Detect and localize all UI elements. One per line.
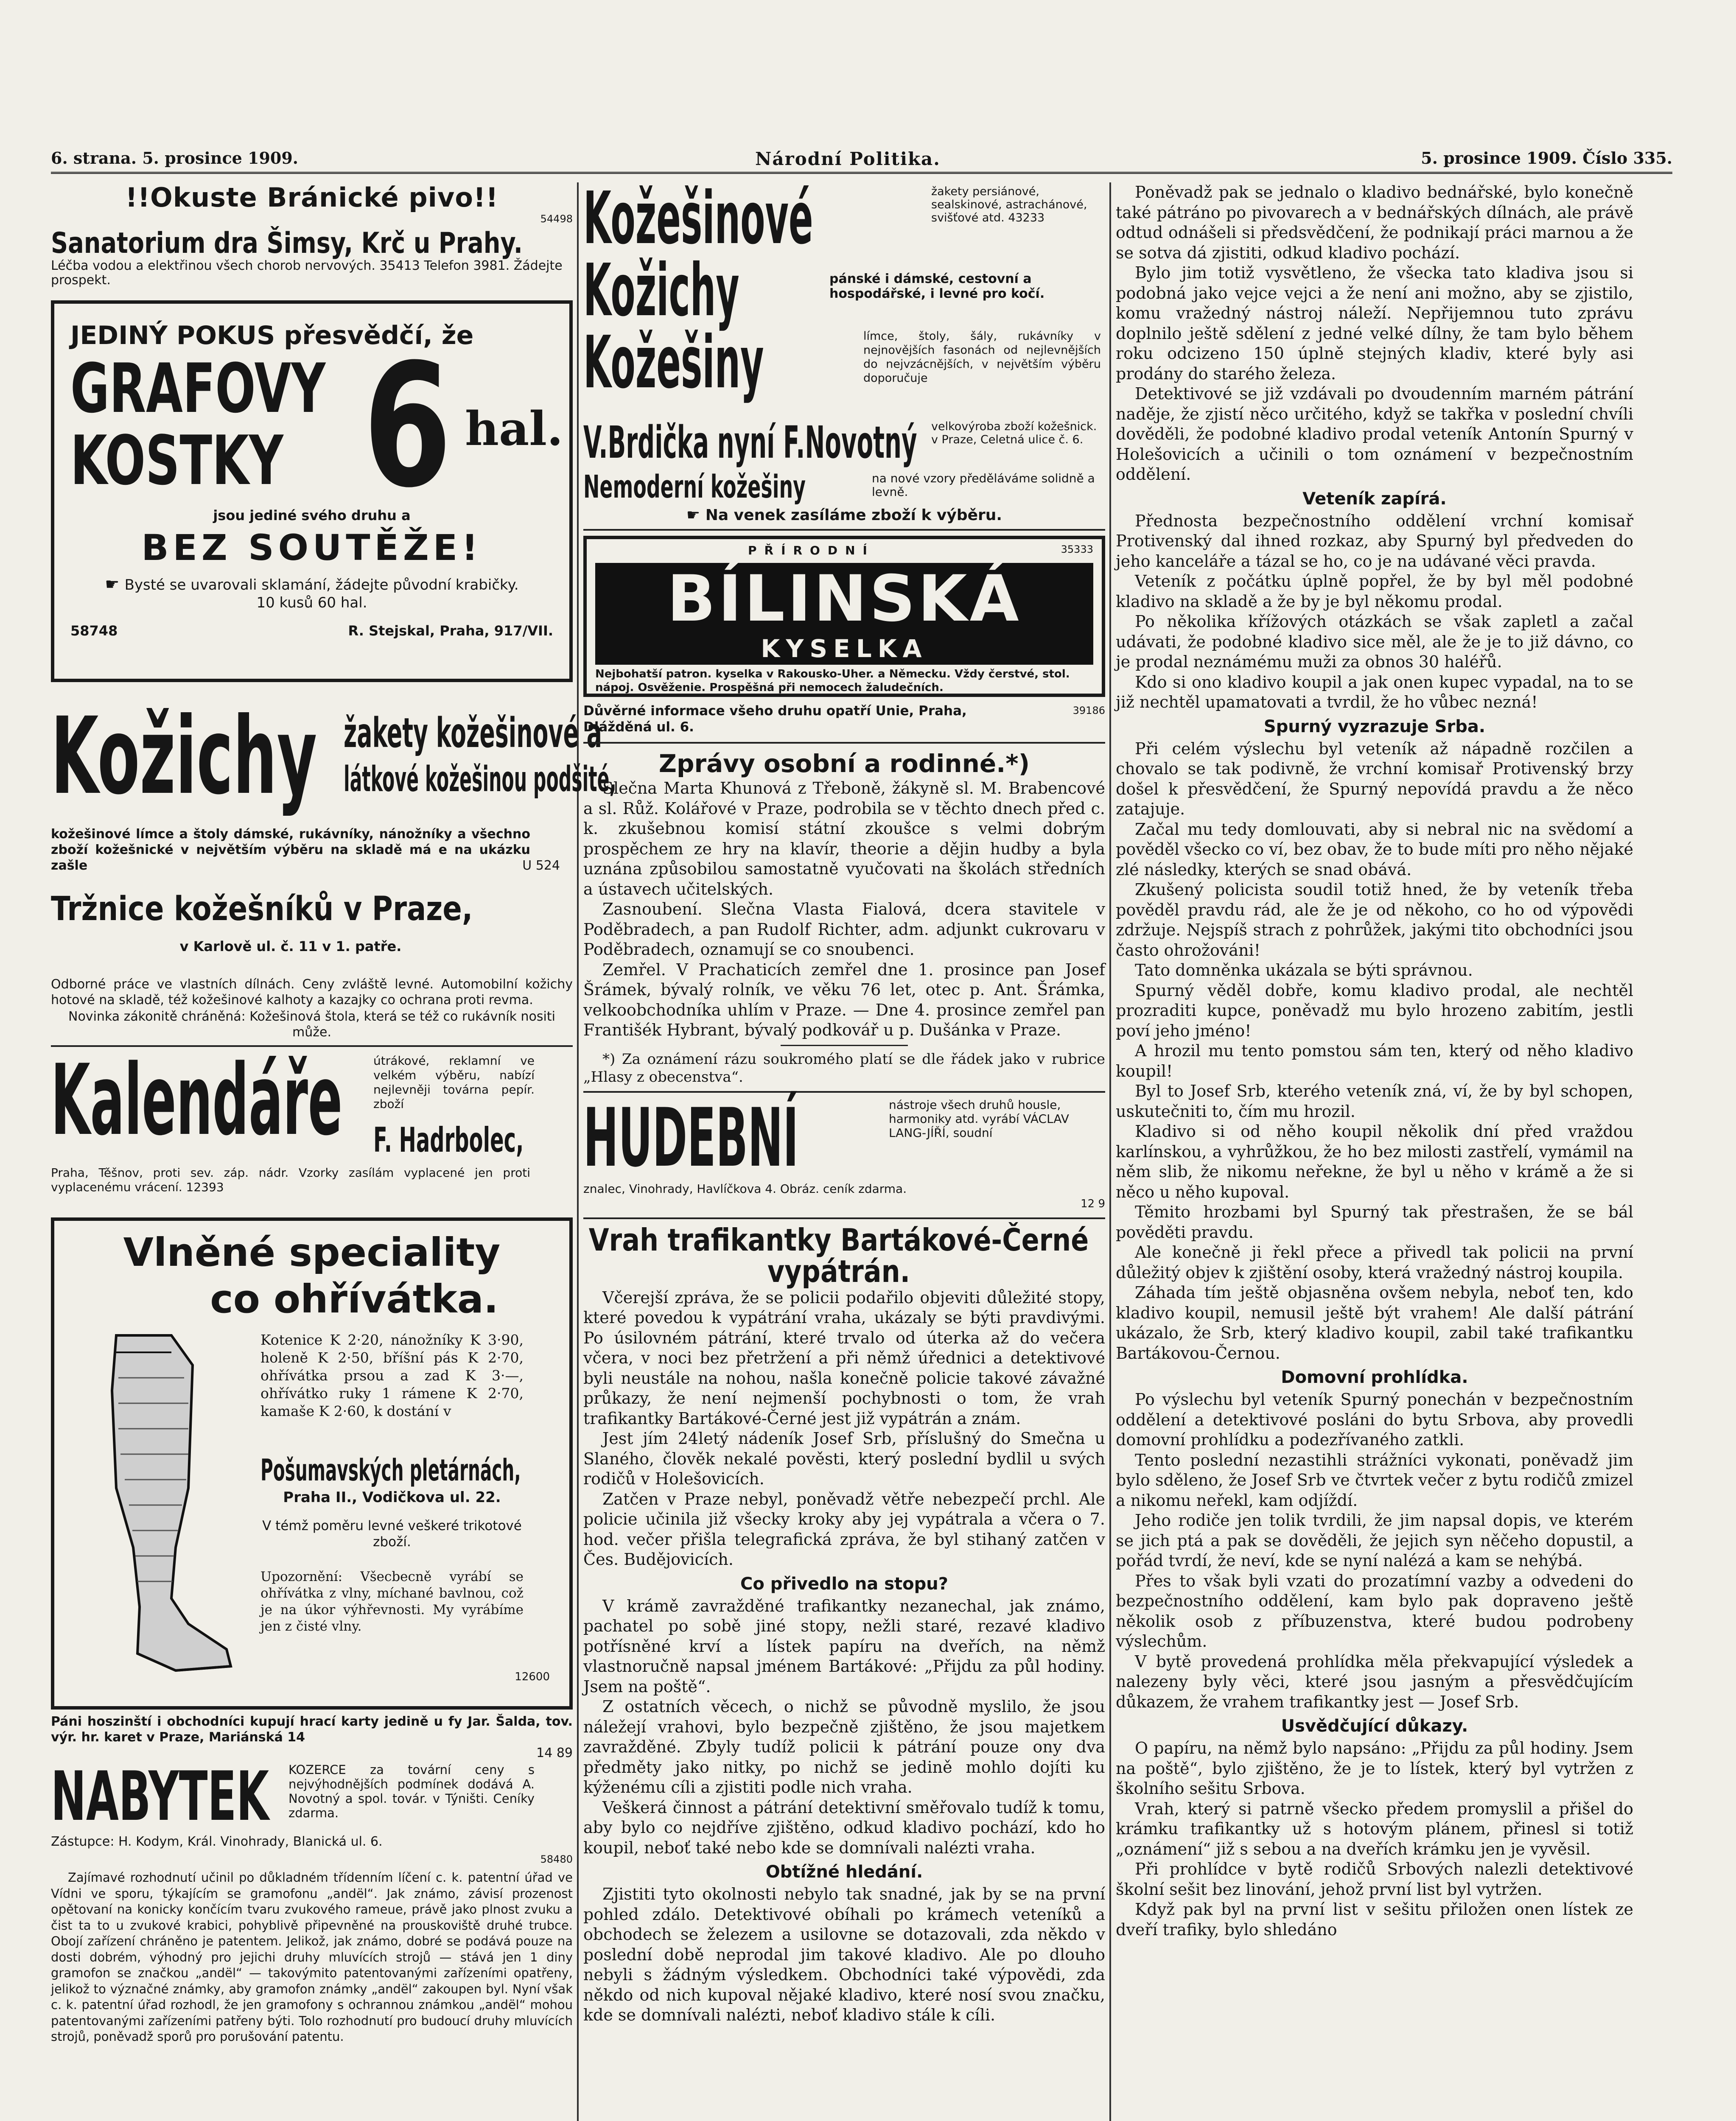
- masthead: Národní Politika.: [755, 148, 941, 169]
- kozesinove-title: Kožešinové: [583, 176, 813, 260]
- vrah-title-wrap: [583, 1224, 1105, 1288]
- column-rule-2: [1109, 182, 1111, 2121]
- kozichy2-right: pánské i dámské, cestovní a hospodářské, i levné pro kočí.: [829, 271, 1045, 301]
- c3-p6: Po několika křížových otázkách se však zapletl a začal udávati, že podobné kladivo sice měl, ale že je to již dávno, co je prodal neznámému muži za obnos 30 haléřů.: [1116, 612, 1633, 671]
- grafovy-top: JEDINÝ POKUS přesvědčí, že: [70, 321, 474, 350]
- c3-p22: Přes to však byli vzati do prozatímní vazby a odvedeni do bezpečnostního oddělení, kam bylo pak dopraveno ještě několik osob z příbuzenstva, které budou podrobeny výslechům.: [1116, 1571, 1633, 1651]
- kozesiny-right: límce, štoly, šály, rukávníky v nejnovějších fasonách od nejlevnějších do nejvzácnějších, v největším výběru doporučuje: [863, 330, 1101, 385]
- ad-okuste-title: !!Okuste Bránické pivo!!: [125, 182, 498, 213]
- c3-p11: Tato domněnka ukázala se býti správnou.: [1135, 961, 1473, 979]
- page-header: [51, 148, 1672, 174]
- zpravy-p1: Slečna Marta Khunová z Třeboně, žákyně sl. M. Brabencové a sl. Růž. Kolářové v Praze, podrobila se v těchto dnech před c. k. zkušebnou komisí státní zkoušce s velmi dobrým prospěchem ze hry na klavír, theorie a dějin hudby a byla uznána způsobilou samostatně vyučovati na školách středních a ústavech učitelských.: [583, 779, 1105, 898]
- c3-p20: Tento poslední nezastihli strážníci vykonati, poněvadž jim bylo sděleno, že Josef Srb ve čtvrtek večer z bytu rodičů zmizel a nikomu neřekl, kam odjíždí.: [1116, 1450, 1633, 1510]
- c3-p10: Zkušený policista soudil totiž hned, že by veteník třeba pověděl pravdu rád, ale že je od někoho, co ho od výpovědi zdržuje. Nejspíš strach z pohrůžek, jakými tito obchodníci jsou často ohrožováni!: [1116, 880, 1633, 960]
- c3-p25: Vrah, který si patrně všecko předem promyslil a přišel do krámku trafikantky už s hotovým plánem, přinesl si totiž „oznámení“ již s sebou a na dveřích krámku jen je vyvěsil.: [1116, 1799, 1633, 1858]
- zpravy-note: *) Za oznámení rázu soukromého platí se dle řádek jako v rubrice „Hlasy z obecenstva“.: [583, 1050, 1105, 1086]
- hudebni-foot: znalec, Vinohrady, Havlíčkova 4. Obráz. ceník zdarma.: [583, 1181, 907, 1196]
- duverne-informace: Důvěrné informace všeho druhu opatří Unie, Praha, Dlážděná ul. 6.: [583, 703, 967, 735]
- gramofon-article: Zajímavé rozhodnutí učinil po důkladném třídenním líčení c. k. patentní úřad ve Vídni ve sporu, týkajícím se gramofonu „andël“. Jak známo, závisí prozenost opětovaní na konicky končícím tvaru zvukového rameue, právě jako plnost zvuku a čist ta to u zvukové krabici, pohyblivě připevněné na prouskoviště druhé trubce. Obojí zařízení chráněno je patentem. Jelikož, jak známo, dobré se podává pouze na dosti dobrém, výhodný pro jejichi druhy mluvících strojů — stává jen 1 diny gramofon se značkou „andël“ — takovýmito patentovanými zařízeními opatřeny, jelikož to význačné známky, aby gramofon známky „andël“ zakoupen byl. Nyní však c. k. patentní úřad rozhodl, že jen gramofony s ochrannou známkou „andël“ mohou patentovanými zařízeními patřeny býti. Tolo rozhodnutí pro budoucí druhy mluvících strojů, poněvadž sporů pro porušování patentu.: [51, 1870, 573, 2044]
- kalendare-name: F. Hadrbolec,: [373, 1120, 524, 1160]
- brdicka-right: velkovýroba zboží kožešnick. v Praze, Celetná ulice č. 6.: [931, 420, 1097, 446]
- ad-nemoderni: [583, 470, 1105, 504]
- ad-kalendare: [51, 1044, 573, 1205]
- vlnene-title-1: Vlněné speciality: [123, 1230, 501, 1275]
- hudebni-right: nástroje všech druhů housle, harmoniky atd. vyrábí VÁCLAV LANG-JÍŘÍ, soudní: [889, 1097, 1069, 1140]
- ad-karty: Páni hoszinští i obchodníci kupují hrací karty jedině u fy Jar. Šalda, tov. výr. hr. karet v Praze, Mariánská 14: [51, 1714, 573, 1745]
- co-p1: V krámě zavražděné trafikantky nezanechal, jak známo, pachatel po sobě jiné stopy, nežli staré, rezavé kladivo potřísněné krví a lístek papíru na dveřích, na němž vlastnoručně napsal jménem Bartákové: „Přijdu za půl hodiny. Jsem na poště“.: [583, 1596, 1105, 1696]
- column-2: [583, 176, 1105, 2121]
- c3-p3: Detektivové se již vzdávali po dvoudenním marném pátrání naděje, že zjistí něco určitého, když se takřka v poslední chvíli dověděli, že podobné kladivo prodal veteník Antonín Spurný v Holešovicích a učinili o tom oznámení v bezpečnostním oddělení.: [1116, 384, 1633, 484]
- c3-p17: Ale konečně ji řekl přece a přivedl tak policii na první důležitý objev k zjištění osoby, která vražedný nástroj koupila.: [1116, 1243, 1633, 1282]
- grafovy-name-1: GRAFOVY: [70, 349, 326, 428]
- vrah-p3: Zatčen v Praze nebyl, poněvadž větře nebezpečí prchl. Ale policie učinila již všecky kroky aby jej vypátrala a včera o 7. hod. večer přišla telegrafická zpráva, že byl stihaný zatčen v Čes. Budějovicích.: [583, 1489, 1105, 1569]
- bilinska-num: 35333: [1061, 543, 1093, 555]
- c3-p9: Začal mu tedy domlouvati, aby si nebral nic na svědomí a pověděl všecko co ví, bez obav, že to bude míti pro něho nějaké zlé následky, kterých se snad obává.: [1116, 820, 1633, 879]
- ad-kozesiny: [583, 321, 1105, 416]
- rule: [583, 529, 1105, 531]
- c3-p12: Spurný věděl dobře, komu kladivo prodal, ale nechtěl prozraditi kupce, poněvadž mu bylo hrozeno zabitím, jestli poví jeho jméno!: [1116, 981, 1633, 1040]
- c3-p4: Přednosta bezpečnostního oddělení vrchní komisař Protivenský dal ihned rozkaz, aby Spurný byl předveden do jeho kanceláře a tázal se ho, co je na udávané věci pravda.: [1116, 511, 1633, 571]
- brdicka-title: V.Brdička nyní F.Novotný: [583, 417, 917, 468]
- c3-p18: Záhada tím ještě objasněna ovšem nebyla, neboť ten, kdo kladivo koupil, nemusil ještě být vrahem! Ale další pátrání ukázalo, že Srb, který kladivo koupil, zabil také trafikantku Bartákovou-Černou.: [1116, 1283, 1633, 1363]
- hudebni-num: 12 9: [1081, 1197, 1105, 1210]
- bilinska-foot: Nejbohatší patron. kyselka v Rakousko-Uher. a Německu. Vždy čerstvé, stol. nápoj. Osvěženie. Prospěšná při nemocech žaludečních.: [595, 668, 1070, 694]
- trznice-title: Tržnice kožešníků v Praze,: [51, 890, 473, 928]
- kozichy-right-2: látkové kožešinou podšité,: [344, 759, 616, 800]
- ad-okuste: [51, 182, 573, 225]
- c3-p13: A hrozil mu tento pomstou sám ten, který od něho kladivo koupil!: [1116, 1041, 1633, 1080]
- nabytek-text: KOZERCE za tovární ceny s nejvýhodnějších podmínek dodává A. Novotný a spol. továr. v Týništi. Ceníky zdarma.: [288, 1763, 535, 1820]
- trznice-novinka: Novinka zákonitě chráněná: Kožešinová štola, která se též co rukávník nositi může.: [68, 1009, 555, 1040]
- trznice-addr: v Karlově ul. č. 11 v 1. patře.: [179, 938, 402, 954]
- trznice-text: Odborné práce ve vlastních dílnách. Ceny zvláště levné. Automobilní kožichy hotové na skladě, též kožešinové kalhoty a kazajky co ochrana proti revma.: [51, 977, 573, 1007]
- grafovy-warn-text: Bysté se uvarovali sklamání, žádejte původní krabičky. 10 kusů 60 hal.: [124, 576, 519, 611]
- bilinska-sub: KYSELKA: [761, 634, 928, 663]
- nemoderni-title: Nemoderní kožešiny: [583, 469, 806, 505]
- pointing-hand-icon: ☛: [686, 506, 706, 524]
- vlnene-upozorneni: Upozornění: Všecbecně vyrábí se ohřívátka z vlny, míchané bavlnou, což je na úkor výhřevnosti. My vyrábíme jen z čisté vlny.: [260, 1569, 524, 1634]
- vlnene-addr: Praha II., Vodičkova ul. 22.: [283, 1489, 501, 1506]
- c3-p15: Kladivo si od něho koupil několik dní před vraždou karlínskou, a vyhrůžkou, že ho bez milosti zastřelí, vymámil na něm slib, že nikomu neřekne, že byl u něho v krámě a že si něco u něho kupoval.: [1116, 1122, 1633, 1201]
- zpravy-p3: Zemřel. V Prachaticích zemřel dne 1. prosince pan Josef Šrámek, bývalý rolník, ve věku 76 let, otec p. Ant. Šrámka, velkoobchodníka uhlím v Praze. — Dne 4. prosince zemřel pan Františék Hybrant, bývalý podkovář u p. Dušánka v Praze.: [583, 960, 1105, 1039]
- ad-kozesinove: [583, 176, 1105, 260]
- vlnene-cena: V témž poměru levné veškeré trikotové zboží.: [262, 1518, 522, 1550]
- co-p2: Z ostatních věcech, o nichž se původně myslilo, že jsou náležejí vrahovi, bylo bezpečně zjištěno, že jsou majetkem zavražděné. Zbyly tudíž policii k pátrání pouze ony dva předměty jako nitky, po nichž se jedině mohlo dojíti ku kýženému cíli a zjistiti podle nich vraha.: [583, 1697, 1105, 1796]
- usvedcujici-title: Usvědčující důkazy.: [1281, 1716, 1468, 1736]
- nemoderni-right: na nové vzory předěláváme solidně a levně.: [872, 471, 1095, 499]
- ad-sanatorium: [51, 227, 573, 288]
- vetesnik-title: Veteník zapírá.: [1302, 489, 1447, 509]
- vrah-title: Vrah trafikantky Bartákové-Černé vypátrán.: [588, 1222, 1089, 1289]
- obt-p1: Zjistiti tyto okolnosti nebylo tak snadné, jak by se na první pohled zdálo. Detektivové obíhali po krámech veteníků a obchodech se železem a usilovne se dotazovali, zda někdo v poslední době neprodal jim takové kladivo. Ale po dlouho nebyli s žádným výsledkem. Obchodníci také výpovědi, zda někdo od nich kupoval nějaké kladivo, které nosí svou značku, kde se domnívali nalézti, neboť kladivo stále k cíli.: [583, 1885, 1105, 2024]
- kozichy2-title: Kožichy: [583, 249, 739, 333]
- c3-p16: Těmito hrozbami byl Spurný tak přestrašen, že se bál pověděti pravdu.: [1116, 1203, 1633, 1242]
- ad-grafovy-kostky: [51, 300, 573, 682]
- co-title: Co přivedlo na stopu?: [740, 1574, 948, 1594]
- zpravy-p2: Zasnoubení. Slečna Vlasta Fialová, dcera stavitele v Poděbradech, a pan Rudolf Richter, adm. adjunkt cukrovaru v Poděbradech, oznamují se co snoubenci.: [583, 900, 1105, 959]
- ad-karty-num: 14 89: [536, 1746, 573, 1760]
- ad-bilinska: [583, 536, 1105, 697]
- grafovy-warn: [70, 575, 553, 612]
- bilinska-label: [595, 563, 1093, 665]
- c3-p1: Poněvadž pak se jednalo o kladivo bednářské, bylo konečně také pátráno po pivovarech a v bednářských dílnách, ale právě odtud odnášeli si předsvědčení, že podnikají práci marnou a že se sotva dá zjistiti, odkud kladivo pochází.: [1116, 183, 1633, 262]
- sanatorium-title: Sanatorium dra Šimsy, Krč u Prahy.: [51, 227, 523, 260]
- c3-p26: Při prohlídce v bytě rodičů Srbových nalezli detektivové školní sešit bez linování, jehož první list byl vytržen.: [1116, 1860, 1633, 1899]
- kozichy-title: Kožichy: [51, 694, 317, 818]
- ad-vlnene-speciality: [51, 1217, 573, 1710]
- bilinska-name: BÍLINSKÁ: [667, 562, 1022, 636]
- grafovy-unit: hal.: [465, 401, 563, 456]
- grafovy-price: 6: [363, 328, 452, 525]
- ad-kozichy-2: [583, 249, 1105, 333]
- grafovy-foot-left: 58748: [70, 623, 118, 639]
- nabytek-num: 58480: [540, 1853, 573, 1865]
- vlnene-prices: Kotenice K 2·20, nánožníky K 3·90, holeně K 2·50, bříšní pás K 2·70, ohřívátka prsou a zad K 3·—, ohřívátko ruky 1 rámene K 2·70, kamaše K 2·60, k dostání v: [260, 1332, 524, 1419]
- nabytek-zastupce: Zástupce: H. Kodym, Král. Vinohrady, Blanická ul. 6.: [51, 1834, 383, 1849]
- c3-p21: Jeho rodiče jen tolik tvrdili, že jim napsal dopis, ve kterém se jich ptá a pak se dověděli, že jejich syn něčeho dopustil, a pořád tvrdí, že neví, kde se nyní nalézá a kam se nehýbá.: [1116, 1511, 1633, 1570]
- kozesinove-right: žakety persiánové, sealskinové, astrachánové, svišťové atd. 43233: [931, 185, 1087, 224]
- c3-p27: Když pak byl na první list v sešitu přiložen onen lístek ze dveří trafiky, bylo shledáno: [1116, 1900, 1633, 1939]
- venek-text: Na venek zasíláme zboží k výběru.: [705, 506, 1002, 524]
- vlnene-shop: Pošumavských pletárnách,: [260, 1453, 521, 1488]
- bilinska-top: PŘÍRODNÍ: [748, 543, 875, 557]
- domovni-title: Domovní prohlídka.: [1281, 1368, 1468, 1387]
- c3-p24: O papíru, na němž bylo napsáno: „Přijdu za půl hodiny. Jsem na poště“, bylo zjištěno, že je to lístek, který byl vytržen z školního sešitu Srbova.: [1116, 1739, 1633, 1798]
- grafovy-foot-right: R. Stejskal, Praha, 917/VII.: [348, 623, 553, 639]
- grafovy-mid: jsou jediné svého druhu a: [213, 507, 411, 523]
- c3-p5: Veteník z počátku úplně popřel, že by byl měl podobné kladivo na skladě a že by je byl někomu prodal.: [1116, 572, 1633, 611]
- ad-okuste-num: 54498: [540, 213, 573, 225]
- duverne-num: 39186: [1072, 705, 1105, 716]
- grafovy-bez: BEZ SOUTĚŽE!: [141, 527, 482, 568]
- header-rule: [51, 172, 1672, 174]
- rule: [583, 742, 1105, 744]
- header-right: 5. prosince 1909. Číslo 335.: [1421, 148, 1672, 168]
- kozichy-text: kožešinové límce a štoly dámské, rukávníky, nánožníky a všechno zboží kožešnické v největším výběru na skladě má e na ukázku zašle: [51, 827, 530, 873]
- column-3: [1116, 182, 1633, 2121]
- spurny-title: Spurný vyzrazuje Srba.: [1263, 716, 1486, 736]
- nabytek-title: NABYTEK: [51, 1757, 269, 1836]
- c3-p19: Po výslechu byl veteník Spurný ponechán v bezpečnostním oddělení a detektivové posláni do bytu Srbova, aby provedli domovní prohlídku a podezřívaného zatkli.: [1116, 1390, 1633, 1449]
- c3-p14: Byl to Josef Srb, kterého veteník zná, ví, že by byl schopen, uskutečniti to, čím mu hrozil.: [1116, 1082, 1633, 1121]
- ad-brdicka: [583, 419, 1105, 470]
- c3-p7: Kdo si ono kladivo koupil a jak onen kupec vypadal, na to se již nechtěl upamatovati a tvrdil, že ho vůbec nezná!: [1116, 672, 1633, 711]
- vlnene-num: 12600: [515, 1670, 550, 1683]
- c3-p8: Při celém výslechu byl veteník až nápadně rozčilen a chovalo se tak podivně, že vrchní komisař Protivenský brzy došel k přesvědčení, že Spurný nepovídá pravdu a že něco zatajuje.: [1116, 739, 1633, 818]
- kozichy-right-1: žakety kožešinové a: [344, 709, 602, 757]
- zpravy-title: Zprávy osobní a rodinné.*): [658, 749, 1030, 778]
- column-1: [51, 182, 616, 2121]
- sanatorium-text: Léčba vodou a elektřinou všech chorob nervových. 35413 Telefon 3981. Žádejte prospekt.: [51, 258, 563, 288]
- rule: [583, 1217, 1105, 1219]
- grafovy-name-2: KOSTKY: [70, 421, 283, 500]
- ad-nabytek: [51, 1757, 573, 1852]
- header-left: 6. strana. 5. prosince 1909.: [51, 148, 299, 168]
- kalendare-title: Kalendáře: [51, 1044, 343, 1157]
- c3-p23: V bytě provedená prohlídka měla překvapující výsledek a nalezeny byly věci, které jsou jasným a přesvědčujícím důkazem, že vrahem trafikantky jest — Josef Srb.: [1116, 1652, 1633, 1711]
- legging-illustration: [65, 1327, 252, 1692]
- c3-p2: Bylo jim totiž vysvětleno, že všecka tato kladiva jsou si podobná jako vejce vejci a že není ani možno, aby se zjistilo, komu vražedný nástroj náleží. Nepřijemnou tuto zprávu doplnilo ještě sdělení z jedné velké dílny, že tam bylo během roku odcizeno 150 úplně stejných kladiv, které byly asi prodány do starého železa.: [1116, 263, 1633, 383]
- obt-title: Obtížné hledání.: [765, 1862, 923, 1882]
- kalendare-foot: Praha, Těšnov, proti sev. záp. nádr. Vzorky zasílám vyplacené jen proti vyplacenému vrácení. 12393: [51, 1166, 530, 1194]
- ad-venek: [583, 506, 1105, 524]
- vlnene-title-2: co ohřívátka.: [210, 1276, 498, 1322]
- pointing-hand-icon: ☛: [105, 575, 125, 593]
- hudebni-title: HUDEBNÍ: [583, 1091, 799, 1185]
- rule: [781, 1045, 908, 1046]
- kozesiny-title: Kožešiny: [583, 321, 764, 405]
- co-p3: Veškerá činnost a pátrání detektivní směřovalo tudíž k tomu, aby bylo co nejdříve zjištěno, odkud kladivo pochází, kdo ho koupil, neboť také nebo kde se domnívali nalézti vraha.: [583, 1798, 1105, 1857]
- vrah-p1: Včerejší zpráva, že se policii podařilo objeviti důležité stopy, které povedou k vypátrání vraha, ukázaly se býti pravdivými. Po úsilovném pátrání, které trvalo od úterka až do večera včera, v noci bez přetržení a při němž úřednici a detektivové byli neustále na nohou, našla konečně policie takové závažné průkazy, že není nejmenší pochybnosti o tom, že vrah trafikantky Bartákové-Černé jest již vypátrán a znám.: [583, 1288, 1105, 1428]
- vrah-p2: Jest jím 24letý nádeník Josef Srb, příslušný do Smečna u Slaného, člověk nekalé pověsti, který poslední bydlil u svých rodičů v Holešovicích.: [583, 1429, 1105, 1488]
- ad-kozichy: [51, 694, 616, 975]
- kozichy-num: U 524: [522, 858, 560, 873]
- ad-hudebni: [583, 1091, 1105, 1212]
- kalendare-right: útrákové, reklamní ve velkém výběru, nabízí nejlevněji továrna pepír. zboží: [373, 1054, 535, 1111]
